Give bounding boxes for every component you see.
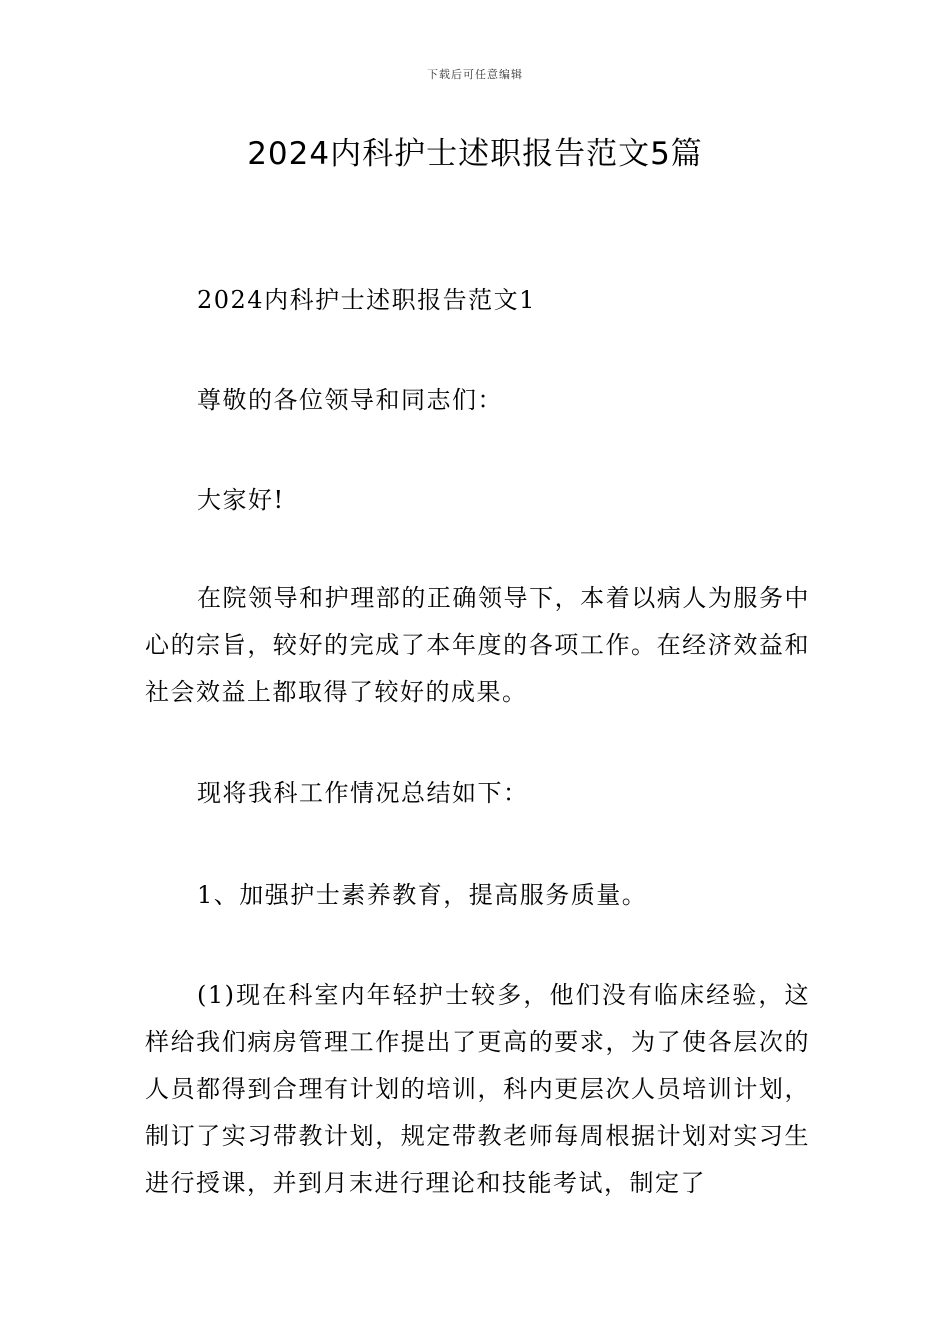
document-title: 2024内科护士述职报告范文5篇 [247, 136, 703, 172]
summary-lead: 现将我科工作情况总结如下： [197, 779, 529, 807]
header-note: 下载后可任意编辑 [427, 68, 523, 81]
salutation: 尊敬的各位领导和同志们： [197, 386, 503, 414]
intro-paragraph: 在院领导和护理部的正确领导下，本着以病人为服务中心的宗旨，较好的完成了本年度的各项工作。在经济效益和社会效益上都取得了较好的成果。 [145, 584, 810, 706]
section-heading: 2024内科护士述职报告范文1 [197, 286, 536, 314]
detail-paragraph: (1)现在科室内年轻护士较多，他们没有临床经验，这样给我们病房管理工作提出了更高的要求，为了使各层次的人员都得到合理有计划的培训，科内更层次人员培训计划，制订了实习带教计划，规定带教老师每周根据计划对实习生进行授课，并到月末进行理论和技能考试，制定了 [145, 981, 810, 1197]
list-item-heading: 1、加强护士素养教育，提高服务质量。 [197, 881, 648, 909]
greeting: 大家好! [197, 486, 285, 514]
